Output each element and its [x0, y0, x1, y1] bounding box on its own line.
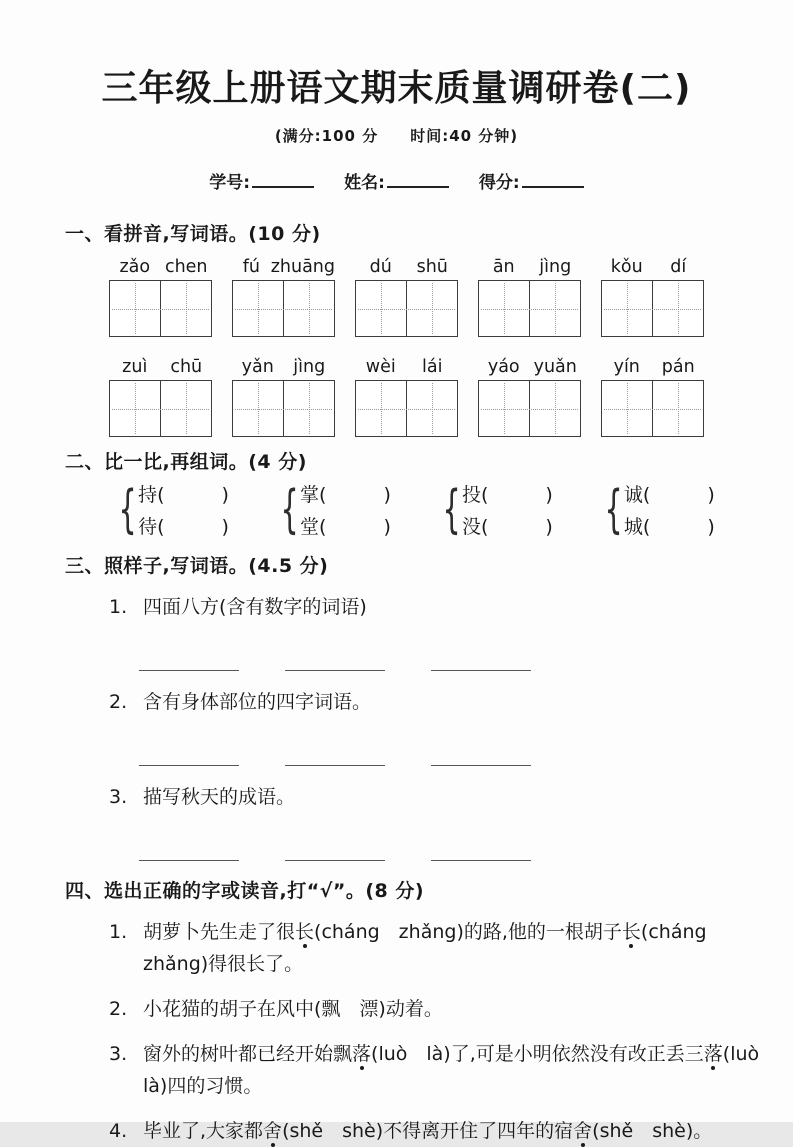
character: 待: [138, 516, 158, 538]
section-4-heading: 四、选出正确的字或读音,打“√”。(8 分): [65, 880, 425, 902]
pair-lines: [300, 480, 391, 539]
pinyin-syllable: kǒu: [610, 257, 643, 277]
answer-line: [139, 753, 239, 766]
info-field: [209, 173, 314, 193]
pair-lines: [624, 480, 715, 539]
info-fill-in-line: [387, 172, 449, 188]
question-text: 含有身体部位的四字词语。: [143, 691, 372, 713]
pinyin-word: [232, 357, 335, 377]
text-run: 胡萝卜先生走了很: [143, 921, 296, 943]
writing-grid-box: [232, 280, 335, 337]
grid-dotted-midline: [604, 309, 701, 310]
grid-dotted-midline: [358, 409, 455, 410]
question-number: 4.: [109, 1120, 128, 1142]
grid-dotted-midline: [604, 409, 701, 410]
left-brace: {: [604, 479, 623, 540]
answer-parentheses: ( ): [480, 516, 553, 538]
word-pair-group: [435, 480, 553, 539]
writing-grid-box: [232, 380, 335, 437]
emphasized-character: 落: [703, 1043, 723, 1065]
pinyin-syllable: yáo: [487, 357, 520, 377]
pinyin-word: [232, 257, 335, 277]
pinyin-syllable: dú: [369, 257, 392, 277]
character: 城: [623, 516, 643, 538]
text-run: (shě shè)。: [592, 1120, 713, 1142]
pinyin-syllable: chū: [170, 357, 203, 377]
writing-grid-box: [109, 380, 212, 437]
character: 诚: [623, 484, 643, 506]
question-item: [109, 1115, 765, 1147]
pinyin-syllable: ān: [492, 257, 515, 277]
pinyin-syllable: fú: [242, 257, 260, 277]
pinyin-syllable: lái: [422, 357, 443, 377]
pinyin-syllable: shū: [416, 257, 448, 277]
writing-grid-box: [478, 280, 581, 337]
pinyin-word: [478, 257, 581, 277]
info-field-label: 姓名:: [344, 173, 385, 193]
pair-line: [138, 512, 229, 539]
question-item: [109, 1038, 779, 1102]
writing-grid-box: [355, 280, 458, 337]
character: 持: [138, 484, 158, 506]
pinyin-grid-area: [65, 257, 765, 437]
text-run: (shě shè)不得离开住了四年的宿: [282, 1120, 574, 1142]
pair-lines: [138, 480, 229, 539]
answer-line: [285, 753, 385, 766]
pair-line: [300, 480, 391, 507]
pinyin-word: [109, 357, 212, 377]
grid-dotted-midline: [112, 409, 209, 410]
grid-dotted-midline: [358, 309, 455, 310]
answer-line: [285, 658, 385, 671]
left-brace: {: [118, 479, 137, 540]
text-run: 小花猫的胡子在风中(飘 漂)动着。: [143, 998, 443, 1020]
pair-lines: [462, 480, 553, 539]
word-pairs-row: [111, 480, 765, 539]
question-text: [143, 1115, 765, 1147]
text-run: (luò là)四的习惯。: [143, 1043, 779, 1097]
answer-line-row: [139, 751, 765, 765]
word-pair-group: [111, 480, 229, 539]
writing-grid-box: [109, 280, 212, 337]
question-item: [109, 686, 765, 718]
pinyin-word: [478, 357, 581, 377]
question-text: [143, 916, 765, 980]
question-item: [109, 781, 765, 813]
section-1-heading: 一、看拼音,写词语。(10 分): [65, 223, 321, 245]
question-number: 1.: [109, 596, 128, 618]
section-2-compare-words: [65, 447, 765, 539]
question-item: [109, 591, 765, 623]
section-3-write-words: [65, 551, 765, 860]
answer-parentheses: ( ): [642, 484, 715, 506]
text-run: (luò là)了,可是小明依然没有改正丢三: [371, 1043, 704, 1065]
emphasized-character: 长: [621, 921, 641, 943]
pinyin-word: [355, 257, 458, 277]
word-pair-group: [597, 480, 715, 539]
answer-line: [431, 848, 531, 861]
grid-box-row: [109, 280, 765, 337]
text-run: (cháng zhǎng)得很长了。: [143, 921, 726, 975]
pinyin-word: [601, 257, 704, 277]
grid-dotted-midline: [235, 409, 332, 410]
answer-line: [139, 848, 239, 861]
pinyin-word: [109, 257, 212, 277]
answer-line: [139, 658, 239, 671]
section-4-choose-correct: [65, 876, 779, 1147]
text-run: (cháng zhǎng)的路,他的一根胡子: [314, 921, 622, 943]
pair-line: [462, 480, 553, 507]
answer-line-row: [139, 656, 765, 670]
info-field: [479, 173, 584, 193]
text-run: 毕业了,大家都: [143, 1120, 264, 1142]
pair-line: [138, 480, 229, 507]
pair-line: [624, 512, 715, 539]
pinyin-syllable: zuì: [122, 357, 148, 377]
pinyin-label-row: [109, 357, 765, 377]
question-number: 3.: [109, 1043, 128, 1065]
answer-line: [431, 753, 531, 766]
pinyin-syllable: chen: [164, 257, 208, 277]
answer-line: [431, 658, 531, 671]
question-number: 2.: [109, 998, 128, 1020]
row-gap: [65, 337, 765, 346]
writing-grid-box: [478, 380, 581, 437]
question-text: [143, 1038, 779, 1102]
info-fill-in-line: [522, 172, 584, 188]
answer-line-row: [139, 846, 765, 860]
section-3-heading: 三、照样子,写词语。(4.5 分): [65, 555, 329, 577]
character: 掌: [300, 484, 320, 506]
left-brace: {: [280, 479, 299, 540]
question-number: 3.: [109, 786, 128, 808]
pair-line: [462, 512, 553, 539]
answer-parentheses: ( ): [157, 484, 229, 506]
left-brace: {: [442, 479, 461, 540]
pinyin-syllable: pán: [661, 357, 695, 377]
answer-parentheses: ( ): [319, 516, 391, 538]
pair-line: [300, 512, 391, 539]
grid-dotted-midline: [481, 309, 578, 310]
answer-parentheses: ( ): [480, 484, 553, 506]
grid-dotted-midline: [112, 309, 209, 310]
pinyin-syllable: wèi: [365, 357, 396, 377]
grid-box-row: [109, 380, 765, 437]
character: 堂: [300, 516, 320, 538]
character: 没: [461, 516, 481, 538]
section-3-items: [65, 591, 765, 860]
character: 投: [461, 484, 481, 506]
question-number: 1.: [109, 921, 128, 943]
info-field-label: 得分:: [478, 173, 520, 193]
question-text: 描写秋天的成语。: [143, 786, 296, 808]
answer-parentheses: ( ): [642, 516, 715, 538]
pinyin-syllable: jìng: [539, 257, 572, 277]
page-title: 三年级上册语文期末质量调研卷(二): [101, 68, 692, 109]
pinyin-word: [355, 357, 458, 377]
exam-body: [0, 219, 793, 1147]
pinyin-syllable: zhuāng: [270, 257, 335, 277]
grid-dotted-midline: [481, 409, 578, 410]
emphasized-character: 舍: [263, 1120, 283, 1142]
student-info-line: [0, 168, 793, 193]
answer-line: [285, 848, 385, 861]
section-1-pinyin: [65, 219, 765, 437]
pinyin-syllable: zǎo: [119, 257, 151, 277]
text-run: 窗外的树叶都已经开始飘: [143, 1043, 353, 1065]
section-4-items: [65, 916, 779, 1147]
pinyin-word: [601, 357, 704, 377]
writing-grid-box: [601, 380, 704, 437]
emphasized-character: 落: [352, 1043, 372, 1065]
pinyin-syllable: dí: [670, 257, 687, 277]
question-text: 四面八方(含有数字的词语): [143, 596, 367, 618]
question-number: 2.: [109, 691, 128, 713]
question-item: [109, 993, 765, 1025]
pinyin-label-row: [109, 257, 765, 277]
writing-grid-box: [355, 380, 458, 437]
info-field-label: 学号:: [209, 173, 251, 193]
pinyin-syllable: yín: [613, 357, 640, 377]
word-pair-group: [273, 480, 391, 539]
pair-line: [624, 480, 715, 507]
pinyin-syllable: jìng: [293, 357, 326, 377]
emphasized-character: 长: [295, 921, 315, 943]
info-field: [344, 173, 449, 193]
question-text: [143, 993, 765, 1025]
answer-parentheses: ( ): [157, 516, 229, 538]
answer-parentheses: ( ): [319, 484, 391, 506]
writing-grid-box: [601, 280, 704, 337]
pinyin-syllable: yǎn: [241, 357, 274, 377]
pinyin-syllable: yuǎn: [533, 357, 577, 377]
exam-score-time-note: (满分:100 分 时间:40 分钟): [274, 127, 519, 145]
grid-dotted-midline: [235, 309, 332, 310]
section-2-heading: 二、比一比,再组词。(4 分): [65, 451, 307, 473]
emphasized-character: 舍: [573, 1120, 593, 1142]
question-item: [109, 916, 765, 980]
info-fill-in-line: [252, 172, 314, 188]
